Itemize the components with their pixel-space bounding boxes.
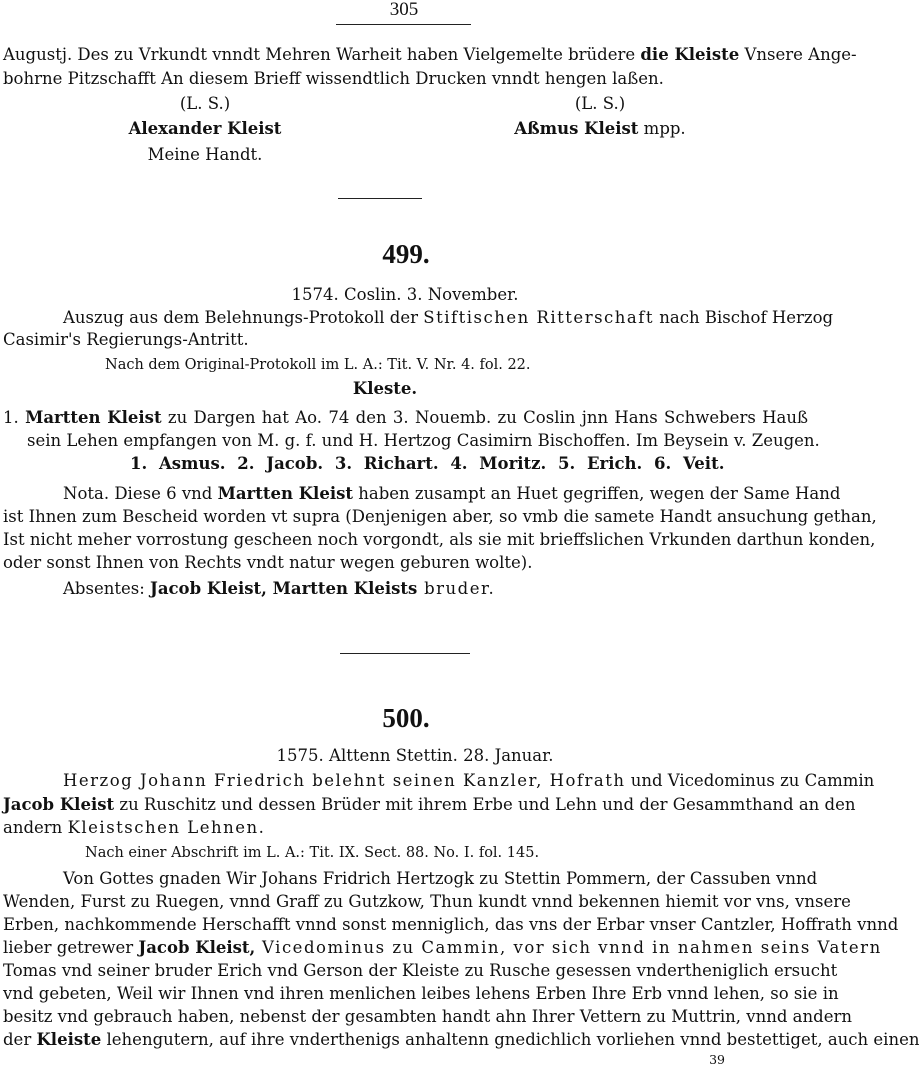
signature-mark: 39 [709,1052,725,1067]
doc500-text-line-1: Von Gottes gnaden Wir Johans Fridrich Hertzogk zu Stettin Pommern, der Cassuben vnnd [63,869,818,888]
doc499-summary-line-2: Casimir's Regierungs-Antritt. [3,330,249,349]
document-number-500: 500. [382,703,430,733]
header-rule [336,24,471,25]
doc499-note-line-3: Ist nicht meher vorrostung gescheen noch vorgondt, als sie mit brieffslichen Vrkunden darthun konden, [3,530,876,549]
doc500-summary-line-3: andern Kleistschen Lehnen. [3,818,266,837]
signature-left: Alexander Kleist [128,119,282,138]
section-rule-2 [340,653,470,654]
prev-closing-line-2: bohrne Pitzschafft An diesem Brieff wissendtlich Drucken vnndt hengen laßen. [3,69,664,88]
doc499-date: 1574. Coslin. 3. November. [291,285,519,304]
doc499-entry-line-2: sein Lehen empfangen von M. g. f. und H. Hertzog Casimirn Bischoffen. Im Beysein v. Zeugen. [27,431,820,450]
doc499-summary-line-1: Auszug aus dem Belehnungs-Protokoll der Stiftischen Ritterschaft nach Bischof Herzog [63,308,834,327]
doc500-text-line-3: Erben, nachkommende Herschafft vnnd sonst menniglich, das vns der Erbar vnser Cantzler, Hoffrath vnnd [3,915,899,934]
signature-note: Meine Handt. [147,145,263,164]
doc499-witnesses: 1. Asmus. 2. Jacob. 3. Richart. 4. Moritz. 5. Erich. 6. Veit. [130,454,725,473]
doc499-note-line-4: oder sonst Ihnen von Rechts vndt natur wegen geburen wolte). [3,553,533,572]
doc500-date: 1575. Alttenn Stettin. 28. Januar. [276,746,554,765]
seal-right: (L. S.) [574,94,626,113]
doc500-summary-line-2: Jacob Kleist zu Ruschitz und dessen Brüder mit ihrem Erbe und Lehn und der Gesammthand an den [3,795,856,814]
document-number-499: 499. [382,239,430,269]
doc499-source: Nach dem Original-Protokoll im L. A.: Tit. V. Nr. 4. fol. 22. [105,357,531,373]
page-number: 305 [389,0,419,20]
doc499-note-line-2: ist Ihnen zum Bescheid worden vt supra (Denjenigen aber, so vmb die samete Handt ansuchung gethan, [3,507,877,526]
doc500-text-line-4: lieber getrewer Jacob Kleist, Vicedominus zu Cammin, vor sich vnnd in nahmen seins Vatern [3,938,882,957]
doc499-entry-line-1: 1. Martten Kleist zu Dargen hat Ao. 74 den 3. Nouemb. zu Coslin jnn Hans Schwebers Hauß [3,408,808,427]
prev-closing-line-1: Augustj. Des zu Vrkundt vnndt Mehren Warheit haben Vielgemelte brüdere die Kleiste Vnsere Ange- [3,45,857,64]
doc499-note-line-1: Nota. Diese 6 vnd Martten Kleist haben zusampt an Huet gegriffen, wegen der Same Hand [63,484,841,503]
signature-right: Aßmus Kleist mpp. [514,119,686,138]
doc500-text-line-8: der Kleiste lehengutern, auf ihre vnderthenigs anhaltenn gnedichlich vorliehen vnnd bestettiget, auch einen [3,1030,919,1049]
doc499-absentes: Absentes: Jacob Kleist, Martten Kleists bruder. [63,579,496,598]
doc500-summary-line-1: Herzog Johann Friedrich belehnt seinen Kanzler, Hofrath und Vicedominus zu Cammin [63,771,875,790]
doc500-source: Nach einer Abschrift im L. A.: Tit. IX. Sect. 88. No. I. fol. 145. [85,845,540,861]
section-rule-1 [338,198,422,199]
doc499-heading: Kleste. [352,379,418,398]
seal-left: (L. S.) [179,94,231,113]
doc500-text-line-2: Wenden, Furst zu Ruegen, vnnd Graff zu Gutzkow, Thun kundt vnnd bekennen hiemit vor vns, vnsere [3,892,851,911]
doc500-text-line-7: besitz vnd gebrauch haben, nebenst der gesambten handt ahn Ihrer Vettern zu Muttrin, vnnd andern [3,1007,852,1026]
doc500-text-line-6: vnd gebeten, Weil wir Ihnen vnd ihren menlichen leibes lehens Erben Ihre Erb vnnd lehen, so sie in [3,984,839,1003]
doc500-text-line-5: Tomas vnd seiner bruder Erich vnd Gerson der Kleiste zu Rusche gesessen vndertheniglich ersucht [3,961,838,980]
